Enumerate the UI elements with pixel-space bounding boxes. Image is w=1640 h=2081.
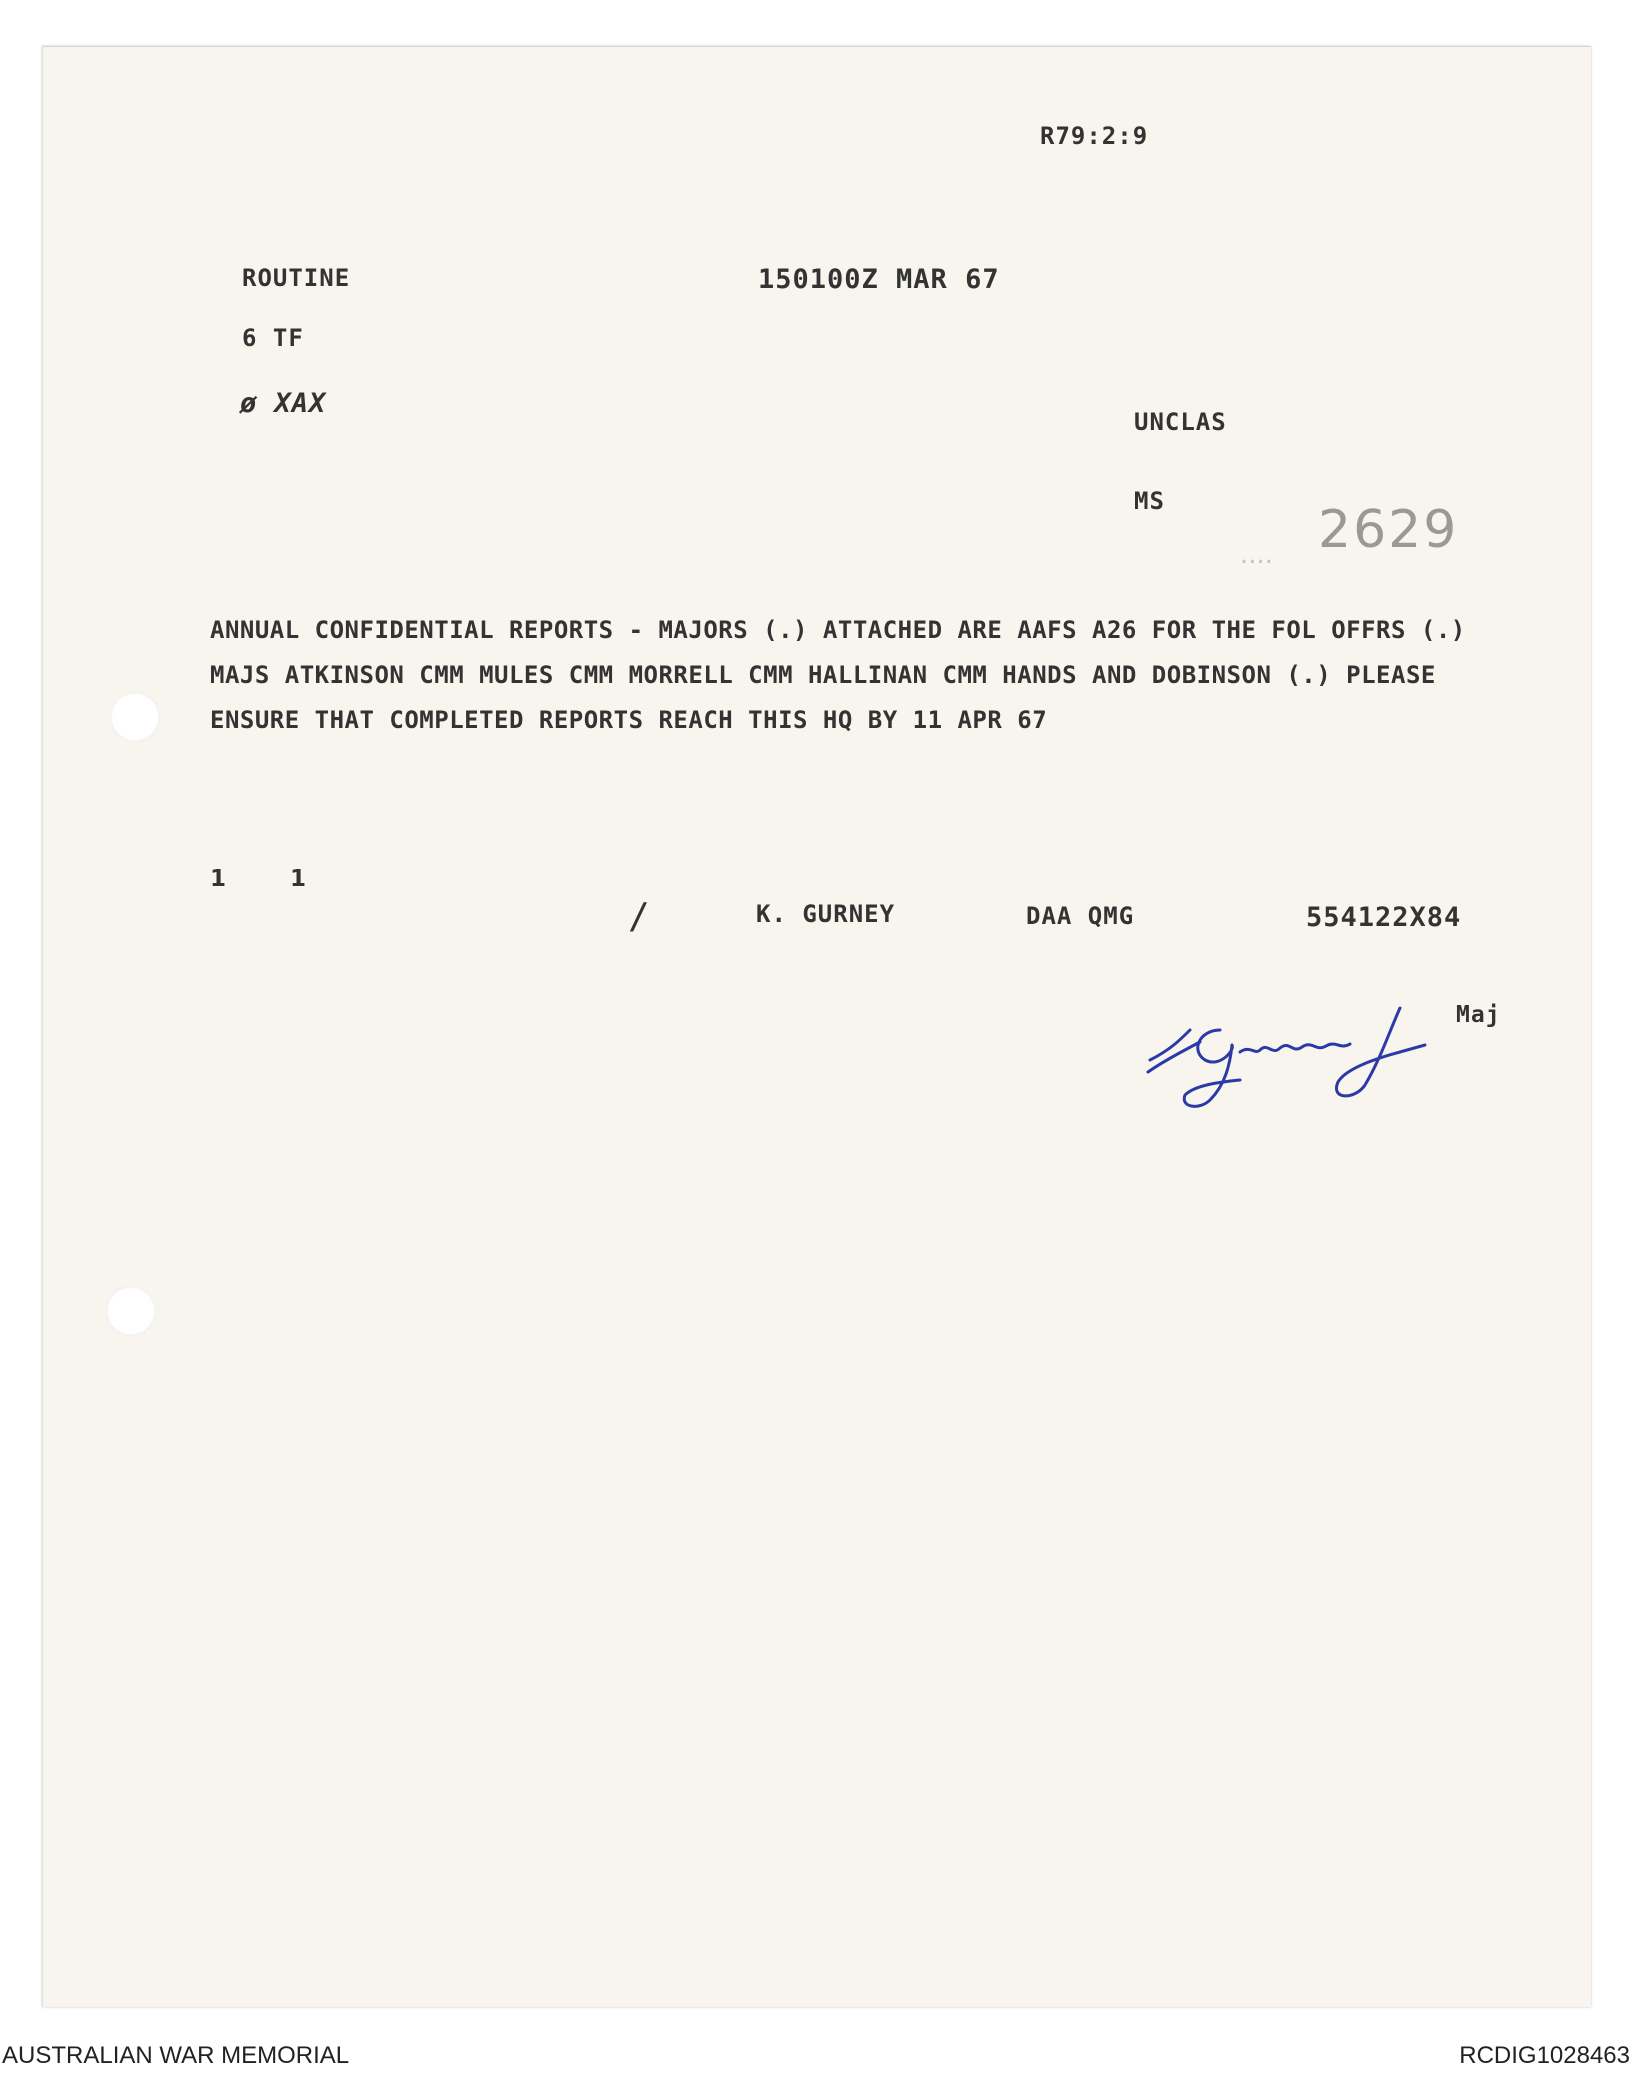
body-line: ENSURE THAT COMPLETED REPORTS REACH THIS HQ BY 11 APR 67 — [210, 706, 1048, 734]
originator-number: 554122X84 — [1306, 902, 1462, 933]
originator-unit: 6 TF — [242, 324, 304, 352]
handwritten-signature — [1140, 990, 1440, 1120]
message-type: MS — [1134, 487, 1165, 515]
originator-name: K. GURNEY — [756, 900, 896, 928]
separator-slash: / — [628, 896, 651, 937]
struck-addressee: ø XAX — [240, 388, 327, 419]
page-count: 1 — [290, 866, 308, 892]
punch-hole — [110, 692, 160, 742]
stamp-number: 2629 — [1318, 500, 1459, 560]
punch-hole — [106, 1286, 156, 1336]
priority: ROUTINE — [242, 264, 351, 292]
message-body — [210, 608, 1550, 743]
footer-archive-name: AUSTRALIAN WAR MEMORIAL — [2, 2042, 350, 2069]
classification: UNCLAS — [1134, 408, 1227, 436]
body-line: MAJS ATKINSON CMM MULES CMM MORRELL CMM HALLINAN CMM HANDS AND DOBINSON (.) PLEASE — [210, 661, 1436, 689]
originator-appointment: DAA QMG — [1026, 902, 1135, 930]
file-reference: R79:2:9 — [1040, 122, 1149, 150]
date-time-group: 150100Z MAR 67 — [758, 264, 1000, 295]
rank: Maj — [1456, 1002, 1501, 1028]
page-count: 1 — [210, 866, 228, 892]
body-line: ANNUAL CONFIDENTIAL REPORTS - MAJORS (.) ATTACHED ARE AAFS A26 FOR THE FOL OFFRS (.) — [210, 616, 1466, 644]
footer-catalogue-id: RCDIG1028463 — [1459, 2042, 1630, 2069]
stamp-dots: .... — [1240, 540, 1274, 570]
